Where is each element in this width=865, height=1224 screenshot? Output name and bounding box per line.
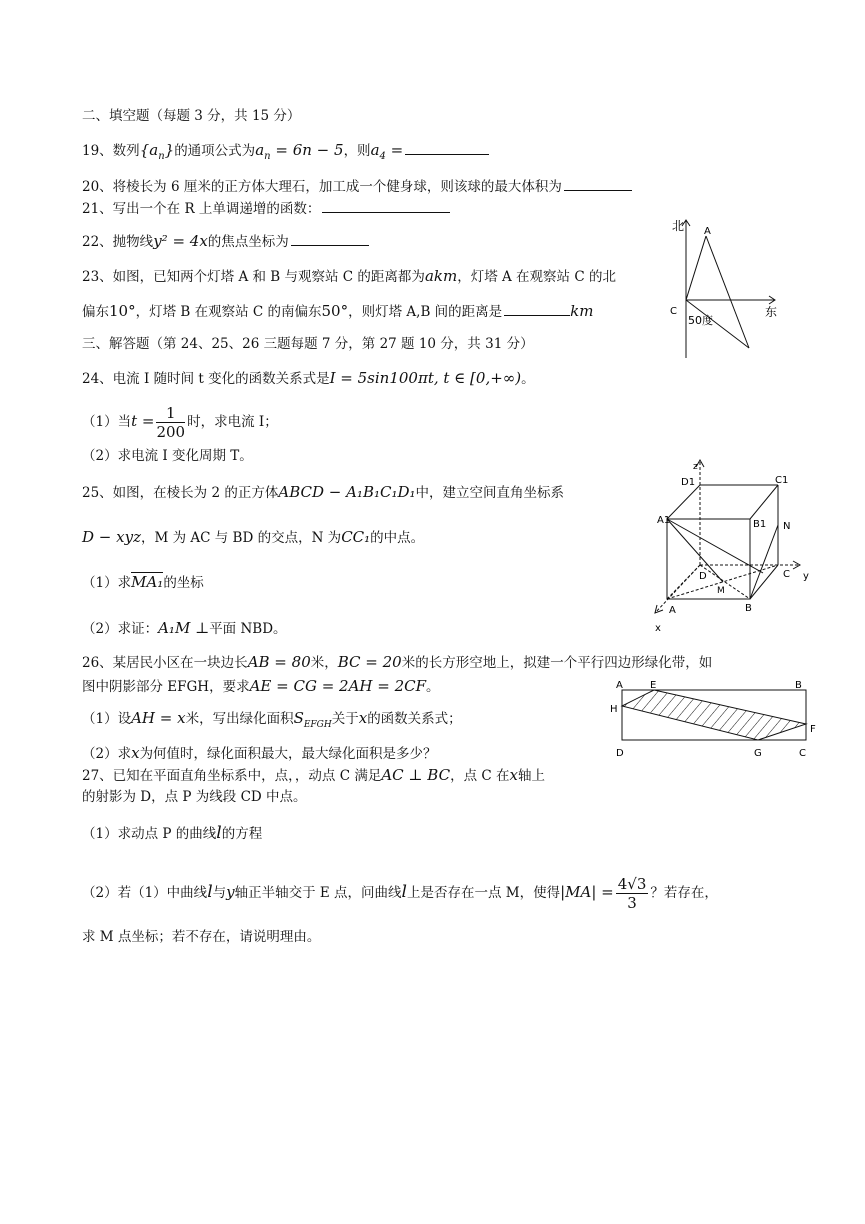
q19-a4: a <box>370 141 380 159</box>
edge-BC <box>750 565 778 599</box>
edge-A1D1 <box>667 485 700 519</box>
q25-p1-prefix: （1）求 <box>82 575 132 591</box>
q23-line1-prefix: 23、如图，已知两个灯塔 A 和 B 与观察站 C 的距离都为 <box>82 269 425 285</box>
q23-line1-math: akm <box>424 267 458 285</box>
q26-p1-math: AH = x <box>131 709 186 727</box>
question-26-part-2 <box>82 743 437 764</box>
q25-line2-mid: ，M 为 AC 与 BD 的交点，N 为 <box>140 530 342 546</box>
question-24 <box>82 368 535 389</box>
label-C: C <box>670 306 677 317</box>
q26-p1-mid: 米，写出绿化面积 <box>185 711 294 727</box>
label-E: E <box>650 680 657 691</box>
label-north: 北 <box>672 219 685 233</box>
question-25-line-2 <box>82 527 424 548</box>
label-y: y <box>803 571 809 582</box>
q27-p2-mid3: 上是否存在一点 M，使得 <box>406 885 561 901</box>
q25-line2-tail: 的中点。 <box>370 530 425 546</box>
label-C1: C1 <box>775 475 789 486</box>
question-24-part-2: （2）求电流 I 变化周期 T。 <box>82 448 253 464</box>
q24-formula: I = 5sin100πt, t ∈ [0,+∞) <box>329 369 522 387</box>
q26-line2-tail: 。 <box>426 679 440 695</box>
label-A1: A1 <box>657 515 671 526</box>
q27-line1-mid: ，点 C 在 <box>450 768 510 784</box>
q23-line2-mid: ，灯塔 B 在观察站 C 的南偏东 <box>135 304 322 320</box>
q23-line2-tail: ，则灯塔 A,B 间的距离是 <box>348 304 503 320</box>
q26-p2-x: x <box>131 744 140 762</box>
q22-tail: 的焦点坐标为 <box>207 234 289 250</box>
q27-p2-tail: ？若存在， <box>650 885 718 901</box>
q24-p1-prefix: （1）当 <box>82 414 132 430</box>
question-26-line-2 <box>82 676 440 697</box>
question-27-part-3: 求 M 点坐标；若不存在，请说明理由。 <box>82 929 321 945</box>
label-D1: D1 <box>681 477 696 488</box>
q25-p1-vector: MA₁ <box>131 573 164 591</box>
question-27-part-1 <box>82 823 262 844</box>
label-A: A <box>669 605 676 616</box>
q19-prefix: 19、数列 <box>82 143 140 159</box>
question-23-line-1 <box>82 266 616 287</box>
q27-fraction-den: 3 <box>627 894 637 912</box>
question-21 <box>82 198 450 219</box>
q27-fraction-num: 4√3 <box>617 875 647 893</box>
q27-p2-l2: l <box>401 882 407 902</box>
q19-set-close: } <box>164 141 175 159</box>
q19-eq: = <box>385 141 404 159</box>
label-C: C <box>799 748 806 759</box>
question-25-part-1 <box>82 572 204 593</box>
q23-answer-blank[interactable] <box>504 301 570 316</box>
question-26-line-1 <box>82 652 712 673</box>
q23-line2-prefix: 偏东 <box>82 304 109 320</box>
q27-p1-prefix: （1）求动点 P 的曲线 <box>82 826 217 842</box>
question-23-line-2 <box>82 301 593 322</box>
label-x: x <box>655 623 661 634</box>
q27-p2-abs: |MA| = <box>560 883 614 901</box>
question-26-part-1 <box>82 708 462 735</box>
question-27-part-2 <box>82 872 718 913</box>
q25-p2-prefix: （2）求证： <box>82 621 159 637</box>
section-3-heading: 三、解答题（第 24、25、26 三题每题 7 分，第 27 题 10 分，共 31 分） <box>82 336 534 352</box>
figure-25-cube <box>645 455 820 635</box>
q26-line1-tail: 米的长方形空地上，拟建一个平行四边形绿化带，如 <box>401 655 713 671</box>
question-27-line-2: 的射影为 D，点 P 为线段 CD 中点。 <box>82 789 307 805</box>
question-25-part-2 <box>82 618 287 639</box>
question-25-line-1 <box>82 482 564 503</box>
q24-fraction-den: 200 <box>156 423 186 441</box>
q26-p1-mid2: 关于 <box>331 711 359 727</box>
q27-p2-y: y <box>226 883 235 901</box>
question-22 <box>82 231 369 252</box>
section-2-heading: 二、填空题（每题 3 分，共 15 分） <box>82 108 301 124</box>
q26-line2-prefix: 图中阴影部分 EFGH，要求 <box>82 679 250 695</box>
q26-p2-tail: 为何值时，绿化面积最大，最大绿化面积是多少？ <box>139 746 437 762</box>
q19-middle: 的通项公式为 <box>174 143 256 159</box>
question-27-line-1 <box>82 765 545 786</box>
q19-set-sub: n <box>158 151 165 162</box>
q23-deg2: 50° <box>321 302 349 320</box>
q26-line1-prefix: 26、某居民小区在一块边长 <box>82 655 248 671</box>
q20-text: 20、将棱长为 6 厘米的正方体大理石，加工成一个健身球，则该球的最大体积为 <box>82 179 562 195</box>
diagonal-BD <box>700 565 750 599</box>
q26-p1-s-sub: EFGH <box>303 720 332 730</box>
q21-answer-blank[interactable] <box>322 198 450 213</box>
label-C: C <box>783 569 790 580</box>
q19-formula-sub: n <box>264 151 271 162</box>
q27-p2-l: l <box>207 882 213 902</box>
q24-p1-tail: 时，求电流 I； <box>187 414 278 430</box>
q25-line1-tail: 中，建立空间直角坐标系 <box>415 485 565 501</box>
q26-p1-s: S <box>293 709 304 727</box>
label-east: 东 <box>765 305 778 319</box>
q23-deg1: 10° <box>109 302 136 320</box>
label-B1: B1 <box>753 519 767 530</box>
q24-p1-t: t = <box>131 412 155 430</box>
q27-line1-x: x <box>509 766 518 784</box>
question-20 <box>82 176 632 197</box>
segment-A1M <box>667 519 723 582</box>
q19-answer-blank[interactable] <box>405 140 489 155</box>
label-G: G <box>754 748 762 759</box>
q22-formula: y² = 4x <box>153 232 208 250</box>
q19-formula: a <box>255 141 265 159</box>
q26-m1: 米， <box>310 655 338 671</box>
label-N: N <box>783 521 791 532</box>
q26-p1-tail: 的函数关系式； <box>367 711 462 727</box>
segment-CA <box>686 236 706 300</box>
edge-B1C1 <box>750 485 778 519</box>
q24-fraction <box>156 404 185 441</box>
label-H: H <box>610 704 618 715</box>
q27-line1-tail: 轴上 <box>517 768 545 784</box>
q25-line1-prefix: 25、如图，在棱长为 2 的正方体 <box>82 485 279 501</box>
label-D: D <box>616 748 624 759</box>
q26-bc: BC = 20 <box>337 653 402 671</box>
q23-unit: km <box>570 302 594 320</box>
q27-p2-mid1: 与 <box>212 885 227 901</box>
q25-line1-math: ABCD − A₁B₁C₁D₁ <box>278 483 416 501</box>
q19-formula-rhs: = 6n − 5 <box>270 141 344 159</box>
figure-26-rectangle <box>608 676 823 762</box>
q20-answer-blank[interactable] <box>564 176 632 191</box>
q27-fraction <box>616 875 649 912</box>
q24-prefix: 24、电流 I 随时间 t 变化的函数关系式是 <box>82 371 330 387</box>
label-B: B <box>745 603 752 614</box>
figure-23-lighthouse <box>660 208 785 363</box>
parallelogram-EFGH <box>622 690 806 740</box>
q25-line2-cc: CC₁ <box>341 528 371 546</box>
q25-p2-math: A₁M ⊥ <box>158 619 210 637</box>
q26-p2-prefix: （2）求 <box>82 746 132 762</box>
q27-p2-prefix: （2）若（1）中曲线 <box>82 885 208 901</box>
q27-p1-l: l <box>216 823 222 843</box>
question-24-part-1 <box>82 402 278 441</box>
q26-p1-x: x <box>358 709 368 727</box>
label-B: B <box>795 680 802 691</box>
q25-p2-tail: 平面 NBD。 <box>209 621 287 637</box>
q26-line2-math: AE = CG = 2AH = 2CF <box>249 677 427 695</box>
q27-p2-mid2: 轴正半轴交于 E 点，问曲线 <box>234 885 402 901</box>
q27-line1-math: AC ⊥ BC <box>381 766 451 784</box>
q25-line2-math: D − xyz <box>82 528 141 546</box>
q24-tail: 。 <box>521 371 535 387</box>
q24-fraction-num: 1 <box>156 404 185 423</box>
q26-p1-prefix: （1）设 <box>82 711 132 727</box>
q25-p1-tail: 的坐标 <box>163 575 204 591</box>
question-19 <box>82 140 489 167</box>
q19-a4-sub: 4 <box>379 151 386 162</box>
q27-line1-prefix: 27、已知在平面直角坐标系中，点，，动点 C 满足 <box>82 768 382 784</box>
label-A: A <box>704 226 711 237</box>
q23-line1-tail: ，灯塔 A 在观察站 C 的北 <box>457 269 616 285</box>
label-z: z <box>693 462 698 472</box>
label-F: F <box>810 724 816 735</box>
label-D: D <box>699 571 707 582</box>
q19-tail: ，则 <box>343 143 371 159</box>
q27-p1-tail: 的方程 <box>221 826 263 842</box>
q21-text: 21、写出一个在 R 上单调递增的函数： <box>82 201 321 217</box>
label-M: M <box>717 586 725 596</box>
q26-ab: AB = 80 <box>247 653 311 671</box>
q22-answer-blank[interactable] <box>291 231 369 246</box>
q19-set: {a <box>139 141 159 159</box>
segment-BN <box>750 525 778 599</box>
label-angle: 50度 <box>688 314 713 327</box>
q22-prefix: 22、抛物线 <box>82 234 154 250</box>
label-A: A <box>616 680 623 691</box>
